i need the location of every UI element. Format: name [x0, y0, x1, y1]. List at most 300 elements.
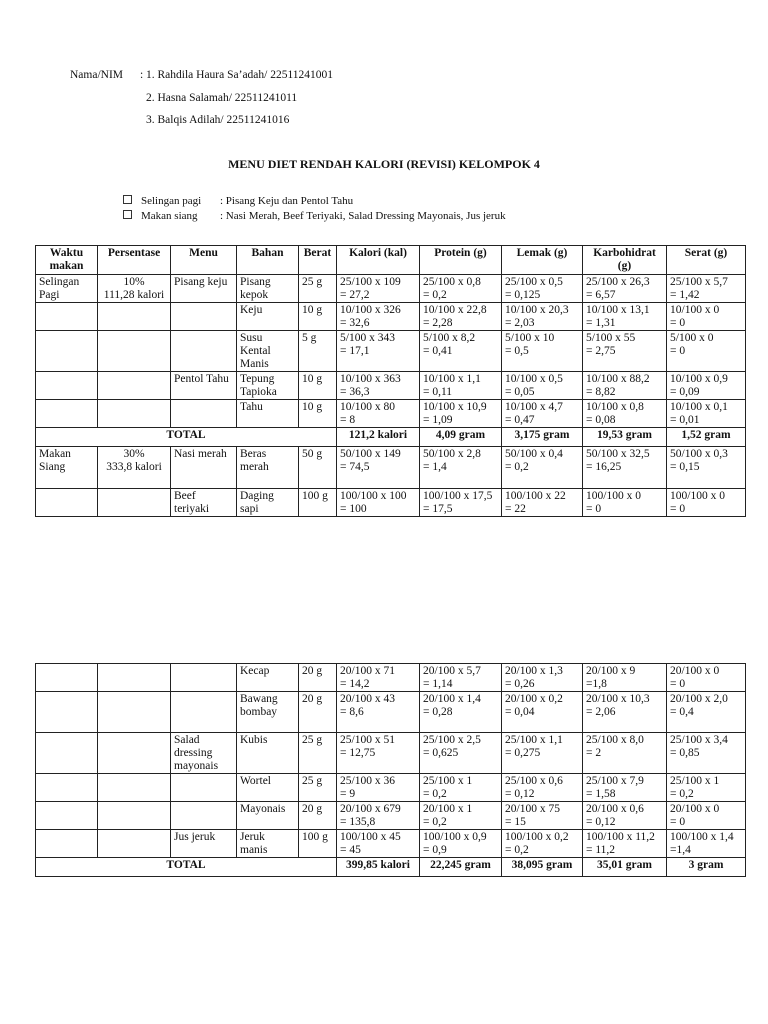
cell-line: 10/100 x 363 — [340, 373, 401, 385]
lemak-cell — [502, 774, 583, 802]
cell-line: = 0,41 — [423, 345, 453, 357]
cell-line: = 1,14 — [423, 678, 453, 690]
cell-line: = 0,01 — [670, 414, 700, 426]
nutrition-table-page-1 — [35, 245, 746, 517]
karbohidrat-cell — [583, 489, 667, 517]
cell-line: 5/100 x 8,2 — [423, 332, 476, 344]
cell-line: = 0 — [586, 503, 602, 515]
karbohidrat-cell — [583, 275, 667, 303]
protein-cell — [420, 400, 502, 428]
menu-cell: Pentol Tahu — [171, 372, 237, 400]
cell-line: 100/100 x 0 — [586, 490, 641, 502]
waktu-makan-cell: Makan Siang — [36, 447, 98, 489]
kalori-cell — [337, 275, 420, 303]
table-row — [36, 400, 746, 428]
total-value: 3 gram — [667, 858, 746, 877]
cell-line: 20/100 x 71 — [340, 665, 395, 677]
cell-line: 10/100 x 0,8 — [586, 401, 644, 413]
karbohidrat-cell — [583, 802, 667, 830]
cell-line: = 0,2 — [505, 461, 529, 473]
cell-line: 10/100 x 0,1 — [670, 401, 728, 413]
kalori-cell — [337, 447, 420, 489]
waktu-makan-cell — [36, 400, 98, 428]
cell-line: 100/100 x 1,4 — [670, 831, 734, 843]
waktu-makan-cell — [36, 664, 98, 692]
bahan-cell: Beras merah — [237, 447, 299, 489]
waktu-makan-cell — [36, 774, 98, 802]
cell-line: 10/100 x 13,1 — [586, 304, 650, 316]
col-header: Waktu makan — [36, 246, 98, 275]
persentase-cell — [98, 774, 171, 802]
lemak-cell — [502, 303, 583, 331]
cell-line: = 2,75 — [586, 345, 616, 357]
cell-line: =1,8 — [586, 678, 607, 690]
lemak-cell — [502, 447, 583, 489]
menu-cell — [171, 802, 237, 830]
berat-cell: 25 g — [299, 275, 337, 303]
serat-cell — [667, 400, 746, 428]
berat-cell: 10 g — [299, 372, 337, 400]
berat-cell: 50 g — [299, 447, 337, 489]
table-row — [36, 830, 746, 858]
karbohidrat-cell — [583, 692, 667, 733]
total-value: 35,01 gram — [583, 858, 667, 877]
cell-line: = 15 — [505, 816, 526, 828]
col-header: Berat — [299, 246, 337, 275]
cell-line: 10/100 x 88,2 — [586, 373, 650, 385]
serat-cell — [667, 447, 746, 489]
protein-cell — [420, 275, 502, 303]
cell-line: = 2 — [586, 747, 602, 759]
total-label: TOTAL — [36, 428, 337, 447]
protein-cell — [420, 664, 502, 692]
persentase-cell — [98, 400, 171, 428]
cell-line: 100/100 x 22 — [505, 490, 566, 502]
total-value: 4,09 gram — [420, 428, 502, 447]
persentase-cell — [98, 664, 171, 692]
kalori-cell — [337, 774, 420, 802]
waktu-makan-cell — [36, 692, 98, 733]
member-name-1: 1. Rahdila Haura Sa’adah/ 22511241001 — [146, 69, 334, 81]
cell-line: 5/100 x 0 — [670, 332, 714, 344]
cell-line: = 16,25 — [586, 461, 622, 473]
table-row — [36, 275, 746, 303]
protein-cell — [420, 303, 502, 331]
bahan-cell: Daging sapi — [237, 489, 299, 517]
cell-line: 20/100 x 0 — [670, 803, 720, 815]
menu-cell — [171, 331, 237, 372]
table-row — [36, 372, 746, 400]
bahan-cell: Pisang kepok — [237, 275, 299, 303]
cell-line: = 17,5 — [423, 503, 453, 515]
cell-line: 20/100 x 9 — [586, 665, 636, 677]
bahan-cell: Kecap — [237, 664, 299, 692]
lemak-cell — [502, 830, 583, 858]
lemak-cell — [502, 489, 583, 517]
karbohidrat-cell — [583, 331, 667, 372]
col-header: Serat (g) — [667, 246, 746, 275]
cell-line: 10/100 x 22,8 — [423, 304, 487, 316]
member-name-3: 3. Balqis Adilah/ 22511241016 — [146, 114, 290, 126]
total-value: 399,85 kalori — [337, 858, 420, 877]
serat-cell — [667, 372, 746, 400]
waktu-makan-cell — [36, 489, 98, 517]
cell-line: = 0,11 — [423, 386, 453, 398]
cell-line: = 12,75 — [340, 747, 376, 759]
document-title: MENU DIET RENDAH KALORI (REVISI) KELOMPOK 4 — [228, 157, 540, 171]
cell-line: = 0,09 — [670, 386, 700, 398]
lemak-cell — [502, 275, 583, 303]
cell-line: 50/100 x 2,8 — [423, 448, 481, 460]
cell-line: 20/100 x 2,0 — [670, 693, 728, 705]
berat-cell: 10 g — [299, 400, 337, 428]
col-header: Lemak (g) — [502, 246, 583, 275]
cell-line: = 27,2 — [340, 289, 370, 301]
cell-line: = 0,04 — [505, 706, 535, 718]
cell-line: = 8 — [340, 414, 356, 426]
bullet-value: : Nasi Merah, Beef Teriyaki, Salad Dressing Mayonais, Jus jeruk — [220, 210, 506, 222]
table-row — [36, 489, 746, 517]
cell-line: = 1,31 — [586, 317, 616, 329]
cell-line: 10/100 x 4,7 — [505, 401, 563, 413]
cell-line: 100/100 x 100 — [340, 490, 407, 502]
bahan-cell: Jeruk manis — [237, 830, 299, 858]
waktu-makan-cell — [36, 331, 98, 372]
menu-cell — [171, 664, 237, 692]
serat-cell — [667, 303, 746, 331]
cell-line: = 1,42 — [670, 289, 700, 301]
cell-line: 25/100 x 51 — [340, 734, 395, 746]
bahan-cell: Wortel — [237, 774, 299, 802]
bahan-cell: Susu Kental Manis — [237, 331, 299, 372]
kalori-cell — [337, 331, 420, 372]
protein-cell — [420, 830, 502, 858]
total-label: TOTAL — [36, 858, 337, 877]
waktu-makan-cell — [36, 372, 98, 400]
persentase-cell — [98, 802, 171, 830]
persentase-cell — [98, 372, 171, 400]
cell-line: = 100 — [340, 503, 367, 515]
lemak-cell — [502, 692, 583, 733]
lemak-cell — [502, 331, 583, 372]
cell-line: = 14,2 — [340, 678, 370, 690]
cell-line: = 0,15 — [670, 461, 700, 473]
bahan-cell: Keju — [237, 303, 299, 331]
cell-line: 25/100 x 36 — [340, 775, 395, 787]
waktu-makan-cell: Selingan Pagi — [36, 275, 98, 303]
lemak-cell — [502, 372, 583, 400]
menu-cell: Nasi merah — [171, 447, 237, 489]
cell-line: = 0,2 — [505, 844, 529, 856]
cell-line: 5/100 x 10 — [505, 332, 555, 344]
bahan-cell: Kubis — [237, 733, 299, 774]
cell-line: 10/100 x 20,3 — [505, 304, 569, 316]
cell-line: = 2,03 — [505, 317, 535, 329]
cell-line: 25/100 x 8,0 — [586, 734, 644, 746]
cell-line: =1,4 — [670, 844, 691, 856]
lemak-cell — [502, 802, 583, 830]
menu-cell: Jus jeruk — [171, 830, 237, 858]
kalori-cell — [337, 664, 420, 692]
karbohidrat-cell — [583, 774, 667, 802]
protein-cell — [420, 692, 502, 733]
cell-line: 25/100 x 7,9 — [586, 775, 644, 787]
cell-line: = 0 — [670, 317, 686, 329]
menu-cell: Beef teriyaki — [171, 489, 237, 517]
waktu-makan-cell — [36, 802, 98, 830]
table-row — [36, 664, 746, 692]
col-header: Persentase — [98, 246, 171, 275]
protein-cell — [420, 372, 502, 400]
member-name-2: 2. Hasna Salamah/ 22511241011 — [146, 92, 298, 104]
persentase-cell — [98, 733, 171, 774]
cell-line: 10/100 x 80 — [340, 401, 395, 413]
waktu-makan-cell — [36, 303, 98, 331]
kalori-cell — [337, 733, 420, 774]
cell-line: = 36,3 — [340, 386, 370, 398]
cell-line: 20/100 x 1,3 — [505, 665, 563, 677]
cell-line: 25/100 x 1 — [670, 775, 720, 787]
bahan-cell: Tahu — [237, 400, 299, 428]
cell-line: 25/100 x 3,4 — [670, 734, 728, 746]
cell-line: = 6,57 — [586, 289, 616, 301]
berat-cell: 25 g — [299, 733, 337, 774]
table-header-row — [36, 246, 746, 275]
berat-cell: 20 g — [299, 692, 337, 733]
nutrition-table-page-2 — [35, 663, 746, 877]
waktu-makan-cell — [36, 733, 98, 774]
total-value: 121,2 kalori — [337, 428, 420, 447]
cell-line: 10/100 x 0,5 — [505, 373, 563, 385]
cell-line: = 0,625 — [423, 747, 459, 759]
protein-cell — [420, 733, 502, 774]
table-row — [36, 733, 746, 774]
table-row — [36, 331, 746, 372]
serat-cell — [667, 489, 746, 517]
cell-line: 25/100 x 26,3 — [586, 276, 650, 288]
lemak-cell — [502, 664, 583, 692]
cell-line: = 0,9 — [423, 844, 447, 856]
karbohidrat-cell — [583, 830, 667, 858]
persentase-cell — [98, 331, 171, 372]
cell-line: 50/100 x 149 — [340, 448, 401, 460]
persentase-cell — [98, 275, 171, 303]
cell-line: 25/100 x 109 — [340, 276, 401, 288]
serat-cell — [667, 733, 746, 774]
kalori-cell — [337, 802, 420, 830]
cell-line: = 0,08 — [586, 414, 616, 426]
colon-separator: : — [140, 69, 144, 81]
cell-line: = 8,82 — [586, 386, 616, 398]
menu-cell — [171, 400, 237, 428]
cell-line: 20/100 x 0,2 — [505, 693, 563, 705]
berat-cell: 20 g — [299, 664, 337, 692]
cell-line: 5/100 x 343 — [340, 332, 395, 344]
cell-line: = 0,47 — [505, 414, 535, 426]
cell-line: = 8,6 — [340, 706, 364, 718]
kalori-cell — [337, 400, 420, 428]
berat-cell: 25 g — [299, 774, 337, 802]
bullet-makan-siang — [123, 210, 506, 222]
cell-line: = 0,5 — [505, 345, 529, 357]
checkbox-bullet-icon — [123, 210, 132, 219]
cell-line: = 0,12 — [505, 788, 535, 800]
cell-line: = 0 — [670, 816, 686, 828]
cell-line: 25/100 x 1 — [423, 775, 473, 787]
karbohidrat-cell — [583, 664, 667, 692]
cell-line: = 0,2 — [423, 816, 447, 828]
col-header: Karbohidrat (g) — [583, 246, 667, 275]
cell-line: 10% — [123, 276, 145, 288]
protein-cell — [420, 447, 502, 489]
serat-cell — [667, 774, 746, 802]
total-value: 22,245 gram — [420, 858, 502, 877]
bullet-label: Makan siang — [141, 210, 198, 222]
cell-line: 20/100 x 1,4 — [423, 693, 481, 705]
cell-line: = 0,05 — [505, 386, 535, 398]
persentase-cell — [98, 489, 171, 517]
name-nim-label: Nama/NIM — [70, 69, 124, 81]
cell-line: = 135,8 — [340, 816, 376, 828]
cell-line: 20/100 x 43 — [340, 693, 395, 705]
total-row — [36, 428, 746, 447]
cell-line: 20/100 x 0 — [670, 665, 720, 677]
col-header: Kalori (kal) — [337, 246, 420, 275]
table-row — [36, 303, 746, 331]
waktu-makan-cell — [36, 830, 98, 858]
cell-line: 100/100 x 11,2 — [586, 831, 655, 843]
table-row — [36, 692, 746, 733]
cell-line: 100/100 x 45 — [340, 831, 401, 843]
serat-cell — [667, 830, 746, 858]
kalori-cell — [337, 372, 420, 400]
serat-cell — [667, 692, 746, 733]
cell-line: = 0,2 — [670, 788, 694, 800]
cell-line: = 2,28 — [423, 317, 453, 329]
cell-line: = 1,4 — [423, 461, 447, 473]
checkbox-bullet-icon — [123, 195, 132, 204]
serat-cell — [667, 664, 746, 692]
total-value: 3,175 gram — [502, 428, 583, 447]
cell-line: 100/100 x 0,9 — [423, 831, 487, 843]
cell-line: 10/100 x 0 — [670, 304, 720, 316]
cell-line: = 1,09 — [423, 414, 453, 426]
cell-line: 25/100 x 2,5 — [423, 734, 481, 746]
cell-line: = 32,6 — [340, 317, 370, 329]
menu-cell: Pisang keju — [171, 275, 237, 303]
persentase-cell — [98, 303, 171, 331]
menu-cell — [171, 692, 237, 733]
persentase-cell — [98, 692, 171, 733]
cell-line: 25/100 x 0,5 — [505, 276, 563, 288]
table-row — [36, 802, 746, 830]
menu-cell — [171, 774, 237, 802]
cell-line: = 0,275 — [505, 747, 541, 759]
total-value: 19,53 gram — [583, 428, 667, 447]
cell-line: 25/100 x 5,7 — [670, 276, 728, 288]
cell-line: = 0,28 — [423, 706, 453, 718]
berat-cell: 5 g — [299, 331, 337, 372]
cell-line: = 0,2 — [423, 788, 447, 800]
karbohidrat-cell — [583, 400, 667, 428]
bullet-selingan-pagi — [123, 195, 353, 207]
serat-cell — [667, 275, 746, 303]
bahan-cell: Mayonais — [237, 802, 299, 830]
total-value: 1,52 gram — [667, 428, 746, 447]
cell-line: = 1,58 — [586, 788, 616, 800]
cell-line: = 0 — [670, 678, 686, 690]
cell-line: 10/100 x 0,9 — [670, 373, 728, 385]
karbohidrat-cell — [583, 447, 667, 489]
karbohidrat-cell — [583, 303, 667, 331]
cell-line: = 11,2 — [586, 844, 616, 856]
cell-line: = 0 — [670, 345, 686, 357]
cell-line: 50/100 x 0,4 — [505, 448, 563, 460]
total-value: 38,095 gram — [502, 858, 583, 877]
cell-line: = 2,06 — [586, 706, 616, 718]
cell-line: 5/100 x 55 — [586, 332, 636, 344]
berat-cell: 100 g — [299, 830, 337, 858]
cell-line: 20/100 x 1 — [423, 803, 473, 815]
serat-cell — [667, 802, 746, 830]
kalori-cell — [337, 489, 420, 517]
protein-cell — [420, 489, 502, 517]
cell-line: = 22 — [505, 503, 526, 515]
menu-cell: Salad dressing mayonais — [171, 733, 237, 774]
cell-line: 20/100 x 0,6 — [586, 803, 644, 815]
lemak-cell — [502, 400, 583, 428]
cell-line: 100/100 x 0,2 — [505, 831, 569, 843]
cell-line: 10/100 x 10,9 — [423, 401, 487, 413]
cell-line: = 45 — [340, 844, 361, 856]
col-header: Menu — [171, 246, 237, 275]
karbohidrat-cell — [583, 372, 667, 400]
cell-line: 20/100 x 679 — [340, 803, 401, 815]
cell-line: 20/100 x 75 — [505, 803, 560, 815]
berat-cell: 100 g — [299, 489, 337, 517]
karbohidrat-cell — [583, 733, 667, 774]
table-row — [36, 447, 746, 489]
cell-line: 25/100 x 0,8 — [423, 276, 481, 288]
cell-line: 30% — [123, 448, 145, 460]
col-header: Bahan — [237, 246, 299, 275]
serat-cell — [667, 331, 746, 372]
cell-line: = 0,4 — [670, 706, 694, 718]
cell-line: 10/100 x 1,1 — [423, 373, 481, 385]
cell-line: = 9 — [340, 788, 356, 800]
menu-cell — [171, 303, 237, 331]
cell-line: 10/100 x 326 — [340, 304, 401, 316]
kalori-cell — [337, 303, 420, 331]
cell-line: 25/100 x 1,1 — [505, 734, 563, 746]
col-header: Protein (g) — [420, 246, 502, 275]
cell-line: = 74,5 — [340, 461, 370, 473]
table-row — [36, 774, 746, 802]
cell-line: = 0,125 — [505, 289, 541, 301]
persentase-cell — [98, 447, 171, 489]
cell-line: = 0 — [670, 503, 686, 515]
cell-line: 20/100 x 10,3 — [586, 693, 650, 705]
cell-line: 100/100 x 17,5 — [423, 490, 493, 502]
protein-cell — [420, 774, 502, 802]
total-row — [36, 858, 746, 877]
bahan-cell: Tepung Tapioka — [237, 372, 299, 400]
kalori-cell — [337, 830, 420, 858]
cell-line: = 0,85 — [670, 747, 700, 759]
persentase-cell — [98, 830, 171, 858]
cell-line: 20/100 x 5,7 — [423, 665, 481, 677]
cell-line: 111,28 kalori — [103, 289, 165, 301]
